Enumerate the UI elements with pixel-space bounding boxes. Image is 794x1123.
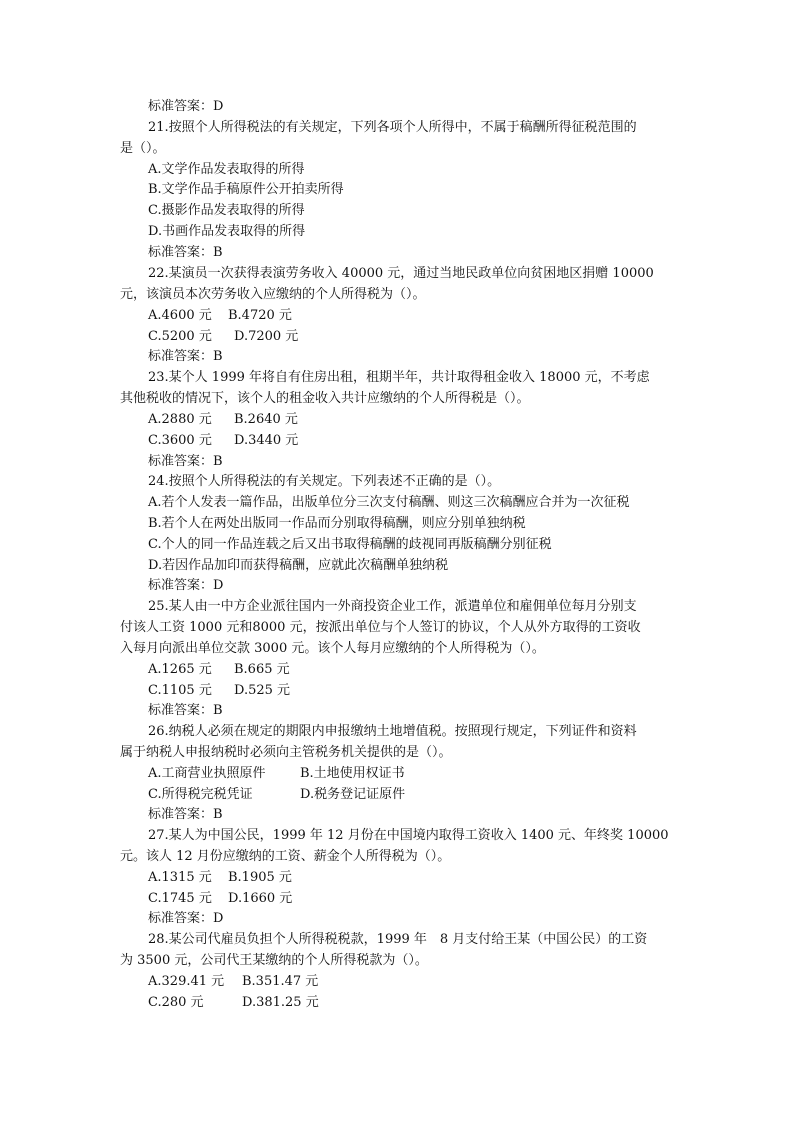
- option-row: [148, 785, 405, 805]
- option-line: B.若个人在两处出版同一作品而分别取得稿酬，则应分别单独纳税: [148, 516, 526, 531]
- question-28-cont: 为 3500 元，公司代王某缴纳的个人所得税款为（）。: [120, 953, 428, 968]
- question-25-cont: 入每月向派出单位交款 3000 元。该个人每月应缴纳的个人所得税为（）。: [120, 641, 545, 656]
- question-26: 26.纳税人必须在规定的期限内申报缴纳土地增值税。按照现行规定，下列证件和资料: [148, 724, 637, 739]
- option-row: [148, 410, 298, 430]
- option-row: [148, 764, 405, 784]
- option: C.280 元: [148, 995, 204, 1010]
- option: B.2640 元: [234, 412, 298, 427]
- option-row: [148, 889, 292, 909]
- option: D.525 元: [234, 683, 291, 698]
- option-line: A.文学作品发表取得的所得: [148, 162, 305, 177]
- option: B.351.47 元: [242, 974, 319, 989]
- option: A.329.41 元: [148, 974, 225, 989]
- question-21-cont: 是（）。: [120, 141, 166, 156]
- option: C.3600 元: [148, 433, 212, 448]
- question-23: 23.某个人 1999 年将自有住房出租，租期半年，共计取得租金收入 18000 元，不考虑: [148, 370, 650, 385]
- question-22-cont: 元，该演员本次劳务收入应缴纳的个人所得税为（）。: [120, 287, 426, 302]
- option: A.4600 元: [148, 308, 212, 323]
- option-line: B.文学作品手稿原件公开拍卖所得: [148, 182, 344, 197]
- option-row: [148, 868, 292, 888]
- question-23-cont: 其他税收的情况下，该个人的租金收入共计应缴纳的个人所得税是（）。: [120, 391, 530, 406]
- option-row: [148, 681, 290, 701]
- option: D.税务登记证原件: [300, 787, 406, 802]
- question-24: 24.按照个人所得税法的有关规定。下列表述不正确的是（）。: [148, 474, 501, 489]
- option-row: [148, 993, 319, 1013]
- option: D.381.25 元: [242, 995, 319, 1010]
- question-25: 25.某人由一中方企业派往国内一外商投资企业工作，派遣单位和雇佣单位每月分别支: [148, 599, 637, 614]
- option: B.土地使用权证书: [300, 766, 405, 781]
- option-line: D.书画作品发表取得的所得: [148, 224, 306, 239]
- option: C.5200 元: [148, 329, 212, 344]
- option: C.1745 元: [148, 891, 212, 906]
- answer-line: 标准答案：B: [148, 703, 223, 718]
- option-row: [148, 972, 318, 992]
- answer-line: 标准答案：D: [148, 99, 224, 114]
- answer-line: 标准答案：B: [148, 245, 223, 260]
- option: D.7200 元: [234, 329, 299, 344]
- option: A.1265 元: [148, 662, 212, 677]
- question-27: 27.某人为中国公民，1999 年 12 月份在中国境内取得工资收入 1400 元、年终奖 10000: [148, 828, 669, 843]
- question-25-cont: 付该人工资 1000 元和8000 元，按派出单位与个人签订的协议，个人从外方取得的工资收: [120, 620, 641, 635]
- answer-line: 标准答案：B: [148, 807, 223, 822]
- question-28: 28.某公司代雇员负担个人所得税税款，1999 年 8 月支付给王某（中国公民）的工资: [148, 932, 648, 947]
- option: B.665 元: [234, 662, 290, 677]
- question-22: 22.某演员一次获得表演劳务收入 40000 元，通过当地民政单位向贫困地区捐赠 10000: [148, 266, 654, 281]
- option-row: [148, 660, 290, 680]
- option: C.所得税完税凭证: [148, 787, 253, 802]
- option: A.1315 元: [148, 870, 212, 885]
- option: D.1660 元: [228, 891, 293, 906]
- option: B.1905 元: [228, 870, 292, 885]
- question-21: 21.按照个人所得税法的有关规定，下列各项个人所得中，不属于稿酬所得征税范围的: [148, 120, 637, 135]
- option-row: [148, 327, 298, 347]
- option-line: C.个人的同一作品连载之后又出书取得稿酬的歧视同再版稿酬分别征税: [148, 537, 552, 552]
- option-row: [148, 431, 298, 451]
- option-line: D.若因作品加印而获得稿酬，应就此次稿酬单独纳税: [148, 558, 449, 573]
- option: B.4720 元: [228, 308, 292, 323]
- option-line: A.若个人发表一篇作品，出版单位分三次支付稿酬、则这三次稿酬应合并为一次征税: [148, 495, 630, 510]
- question-27-cont: 元。该人 12 月份应缴纳的工资、薪金个人所得税为（）。: [120, 849, 451, 864]
- answer-line: 标准答案：B: [148, 454, 223, 469]
- answer-line: 标准答案：D: [148, 911, 224, 926]
- option: A.2880 元: [148, 412, 212, 427]
- option-row: [148, 306, 292, 326]
- answer-line: 标准答案：D: [148, 578, 224, 593]
- answer-line: 标准答案：B: [148, 349, 223, 364]
- option-line: C.摄影作品发表取得的所得: [148, 203, 305, 218]
- option: D.3440 元: [234, 433, 299, 448]
- question-26-cont: 属于纳税人申报纳税时必须向主管税务机关提供的是（）。: [120, 745, 452, 760]
- option: C.1105 元: [148, 683, 212, 698]
- option: A.工商营业执照原件: [148, 766, 266, 781]
